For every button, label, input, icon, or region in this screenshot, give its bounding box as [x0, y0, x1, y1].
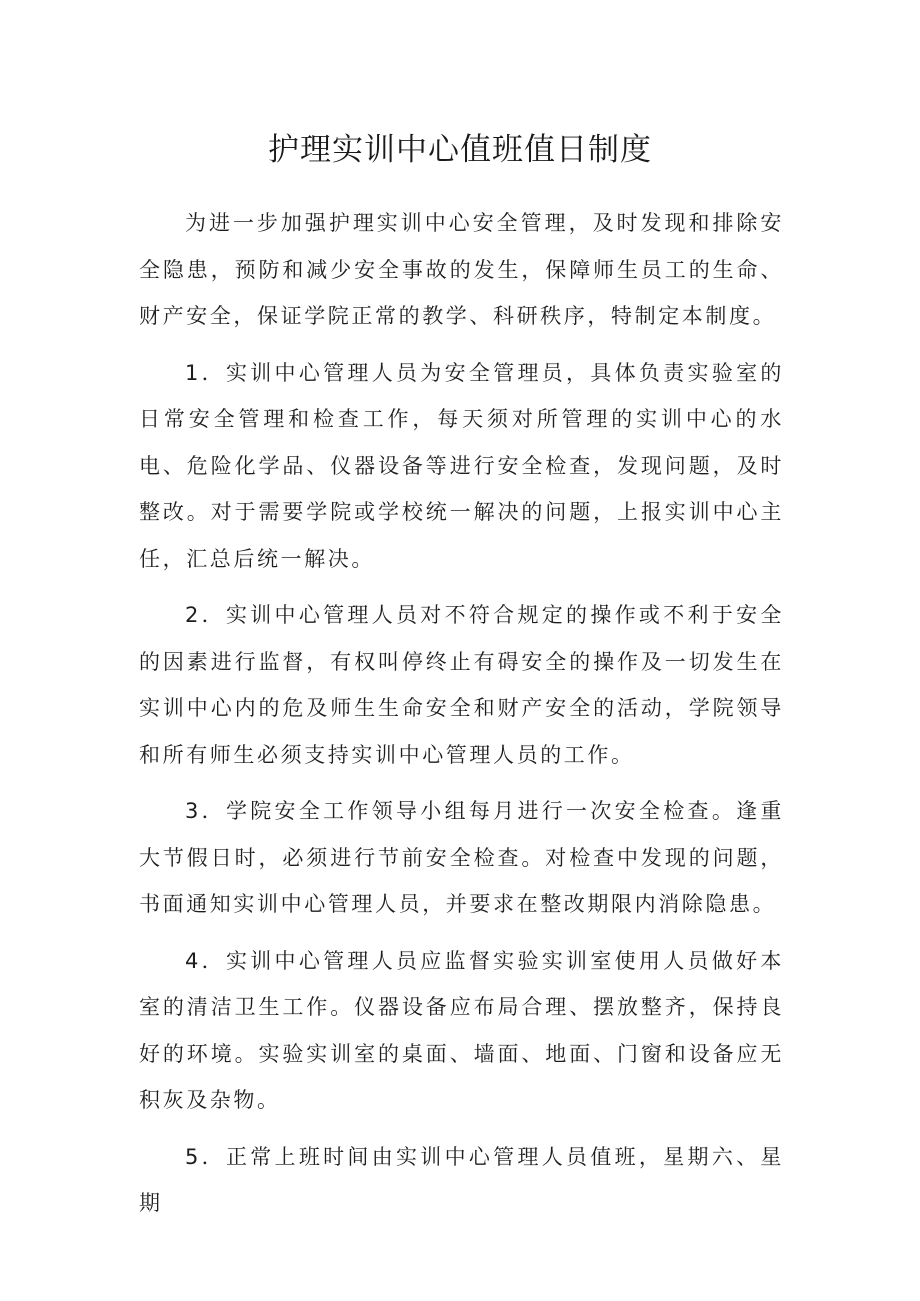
clause-1-paragraph: 1．实训中心管理人员为安全管理员，具体负责实验室的日常安全管理和检查工作，每天须对所管理的实训中心的水电、危险化学品、仪器设备等进行安全检查，发现问题，及时整改。对于需要学院或学校统一解决的问题，上报实训中心主任，汇总后统一解决。: [139, 360, 784, 571]
clause-2-paragraph: 2．实训中心管理人员对不符合规定的操作或不利于安全的因素进行监督，有权叫停终止有碍安全的操作及一切发生在实训中心内的危及师生生命安全和财产安全的活动，学院领导和所有师生必须支持实训中心管理人员的工作。: [139, 603, 784, 767]
document-title: 护理实训中心值班值日制度: [268, 132, 652, 168]
clause-3-paragraph: 3．学院安全工作领导小组每月进行一次安全检查。逢重大节假日时，必须进行节前安全检查。对检查中发现的问题，书面通知实训中心管理人员，并要求在整改期限内消除隐患。: [139, 799, 784, 916]
document-body: [139, 200, 784, 1237]
clause-4-paragraph: 4．实训中心管理人员应监督实验实训室使用人员做好本室的清洁卫生工作。仪器设备应布局合理、摆放整齐，保持良好的环境。实验实训室的桌面、墙面、地面、门窗和设备应无积灰及杂物。: [139, 948, 784, 1112]
intro-paragraph: 为进一步加强护理实训中心安全管理，及时发现和排除安全隐患，预防和减少安全事故的发生，保障师生员工的生命、财产安全，保证学院正常的教学、科研秩序，特制定本制度。: [139, 211, 784, 328]
clause-5-paragraph: 5．正常上班时间由实训中心管理人员值班，星期六、星期: [139, 1144, 784, 1215]
